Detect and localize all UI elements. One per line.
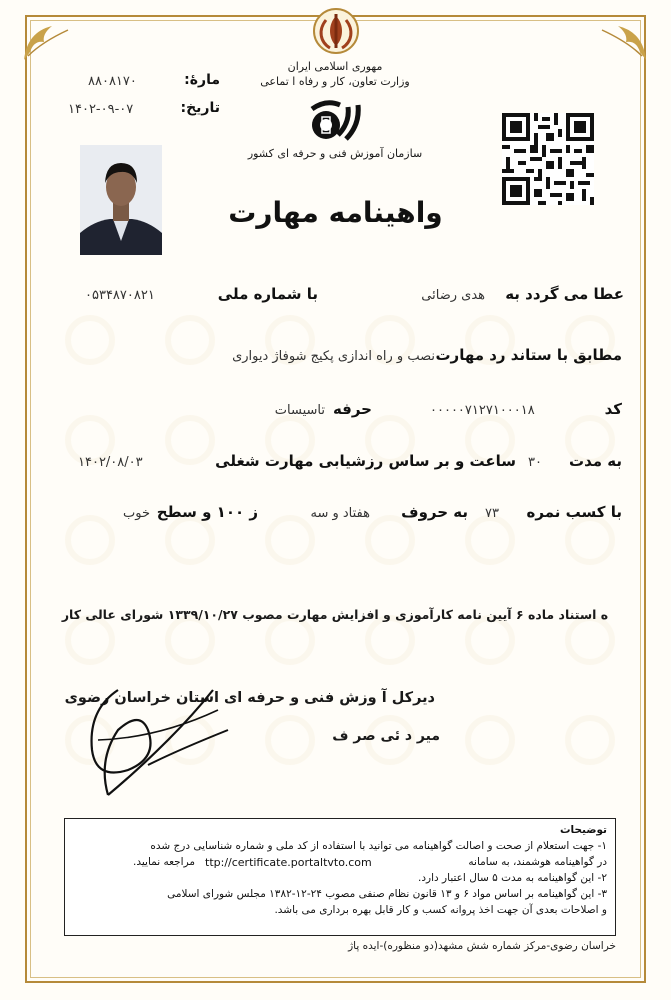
date-value: ۱۴۰۲-۰۹-۰۷ xyxy=(68,102,134,117)
code-value: ۰۰۰۰۰۷۱۲۷۱۰۰۰۱۸ xyxy=(430,403,535,418)
handwritten-signature xyxy=(78,670,238,820)
regulation-text: ه استناد ماده ۶ آیین نامه کارآموزی و افزایش مهارت مصوب ۱۳۳۹/۱۰/۲۷ شورای عالی کار xyxy=(61,607,609,622)
letters-value: هفتاد و سه xyxy=(310,506,370,521)
national-id-label: با شماره ملی xyxy=(217,285,318,303)
duration-value: ۳۰ xyxy=(528,455,542,470)
code-label: کد xyxy=(604,400,622,418)
note-line-1: ۱- جهت استعلام از صحت و اصالت گواهینامه می توانید با استفاده از کد ملی و شماره شناسایی درج شده xyxy=(150,840,607,852)
score-label: با کسب نمره xyxy=(526,503,622,521)
note-line-4: ۳- این گواهینامه بر اساس مواد ۶ و ۱۳ قانون نظام صنفی مصوب ۲۴-۱۲-۱۳۸۲ مجلس شورای اسلامی xyxy=(167,888,607,900)
qr-code-icon xyxy=(502,113,594,205)
note-line-3: ۲- این گواهینامه به مدت ۵ سال اعتبار دارد. xyxy=(418,872,607,884)
holder-name: هدی رضائی xyxy=(421,288,485,303)
corner-ornament-icon xyxy=(598,22,648,62)
certificate-url-link[interactable]: ttp://certificate.portaltvto.com xyxy=(205,856,372,869)
note-line-2b: مراجعه نمایید. xyxy=(133,856,195,868)
letters-label: به حروف xyxy=(401,503,468,521)
tvto-logo-icon xyxy=(304,95,366,145)
signatory-name: میر د ئی صر ف xyxy=(332,728,440,744)
ministry-name: وزارت تعاون، کار و رفاه ا تماعی xyxy=(260,75,410,88)
score-value: ۷۳ xyxy=(485,506,499,521)
organization-name: سازمان آموزش فنی و حرفه ای کشور xyxy=(247,147,423,160)
standard-value: نصب و راه اندازی پکیج شوفاژ دیواری xyxy=(232,349,435,364)
notes-box xyxy=(64,818,616,936)
date-label: تاریخ: xyxy=(180,100,220,116)
country-name: مهوری اسلامی ایران xyxy=(287,60,383,73)
notes-heading: توضیحات xyxy=(559,824,607,836)
assessment-label: ساعت و بر ساس رزشیابی مهارت شغلی xyxy=(215,452,516,470)
duration-label: به مدت xyxy=(569,452,622,470)
certificate-title: واهینامه مهارت xyxy=(228,196,443,229)
awarded-label: عطا می گردد به xyxy=(505,285,624,303)
level-label: ز ۱۰۰ و سطح xyxy=(156,503,258,521)
assessment-date: ۱۴۰۲/۰۸/۰۳ xyxy=(78,455,143,470)
holder-photo xyxy=(80,145,162,255)
trade-label: حرفه xyxy=(332,400,372,418)
national-id-value: ۰۵۳۴۸۷۰۸۲۱ xyxy=(85,288,155,303)
level-value: خوب xyxy=(123,506,150,521)
number-label: مارۀ: xyxy=(184,72,220,88)
note-line-5: و اصلاحات بعدی آن جهت اخذ پروانه کسب و کار قابل بهره برداری می باشد. xyxy=(274,904,607,916)
standard-label: مطابق با ستاند رد مهارت xyxy=(435,346,622,364)
iran-emblem-icon xyxy=(308,6,364,56)
number-value: ۸۸۰۸۱۷۰ xyxy=(88,74,137,89)
note-line-2a: در گواهینامه هوشمند، به سامانه xyxy=(468,856,607,868)
issuing-center: خراسان رضوی-مرکز شماره شش مشهد(دو منظوره)-ایده پاژ xyxy=(348,940,616,952)
corner-ornament-icon xyxy=(22,22,72,62)
trade-value: تاسیسات xyxy=(274,403,325,418)
signatory-title: دیرکل آ وزش فنی و حرفه ای استان خراسان رضوی xyxy=(64,690,435,706)
